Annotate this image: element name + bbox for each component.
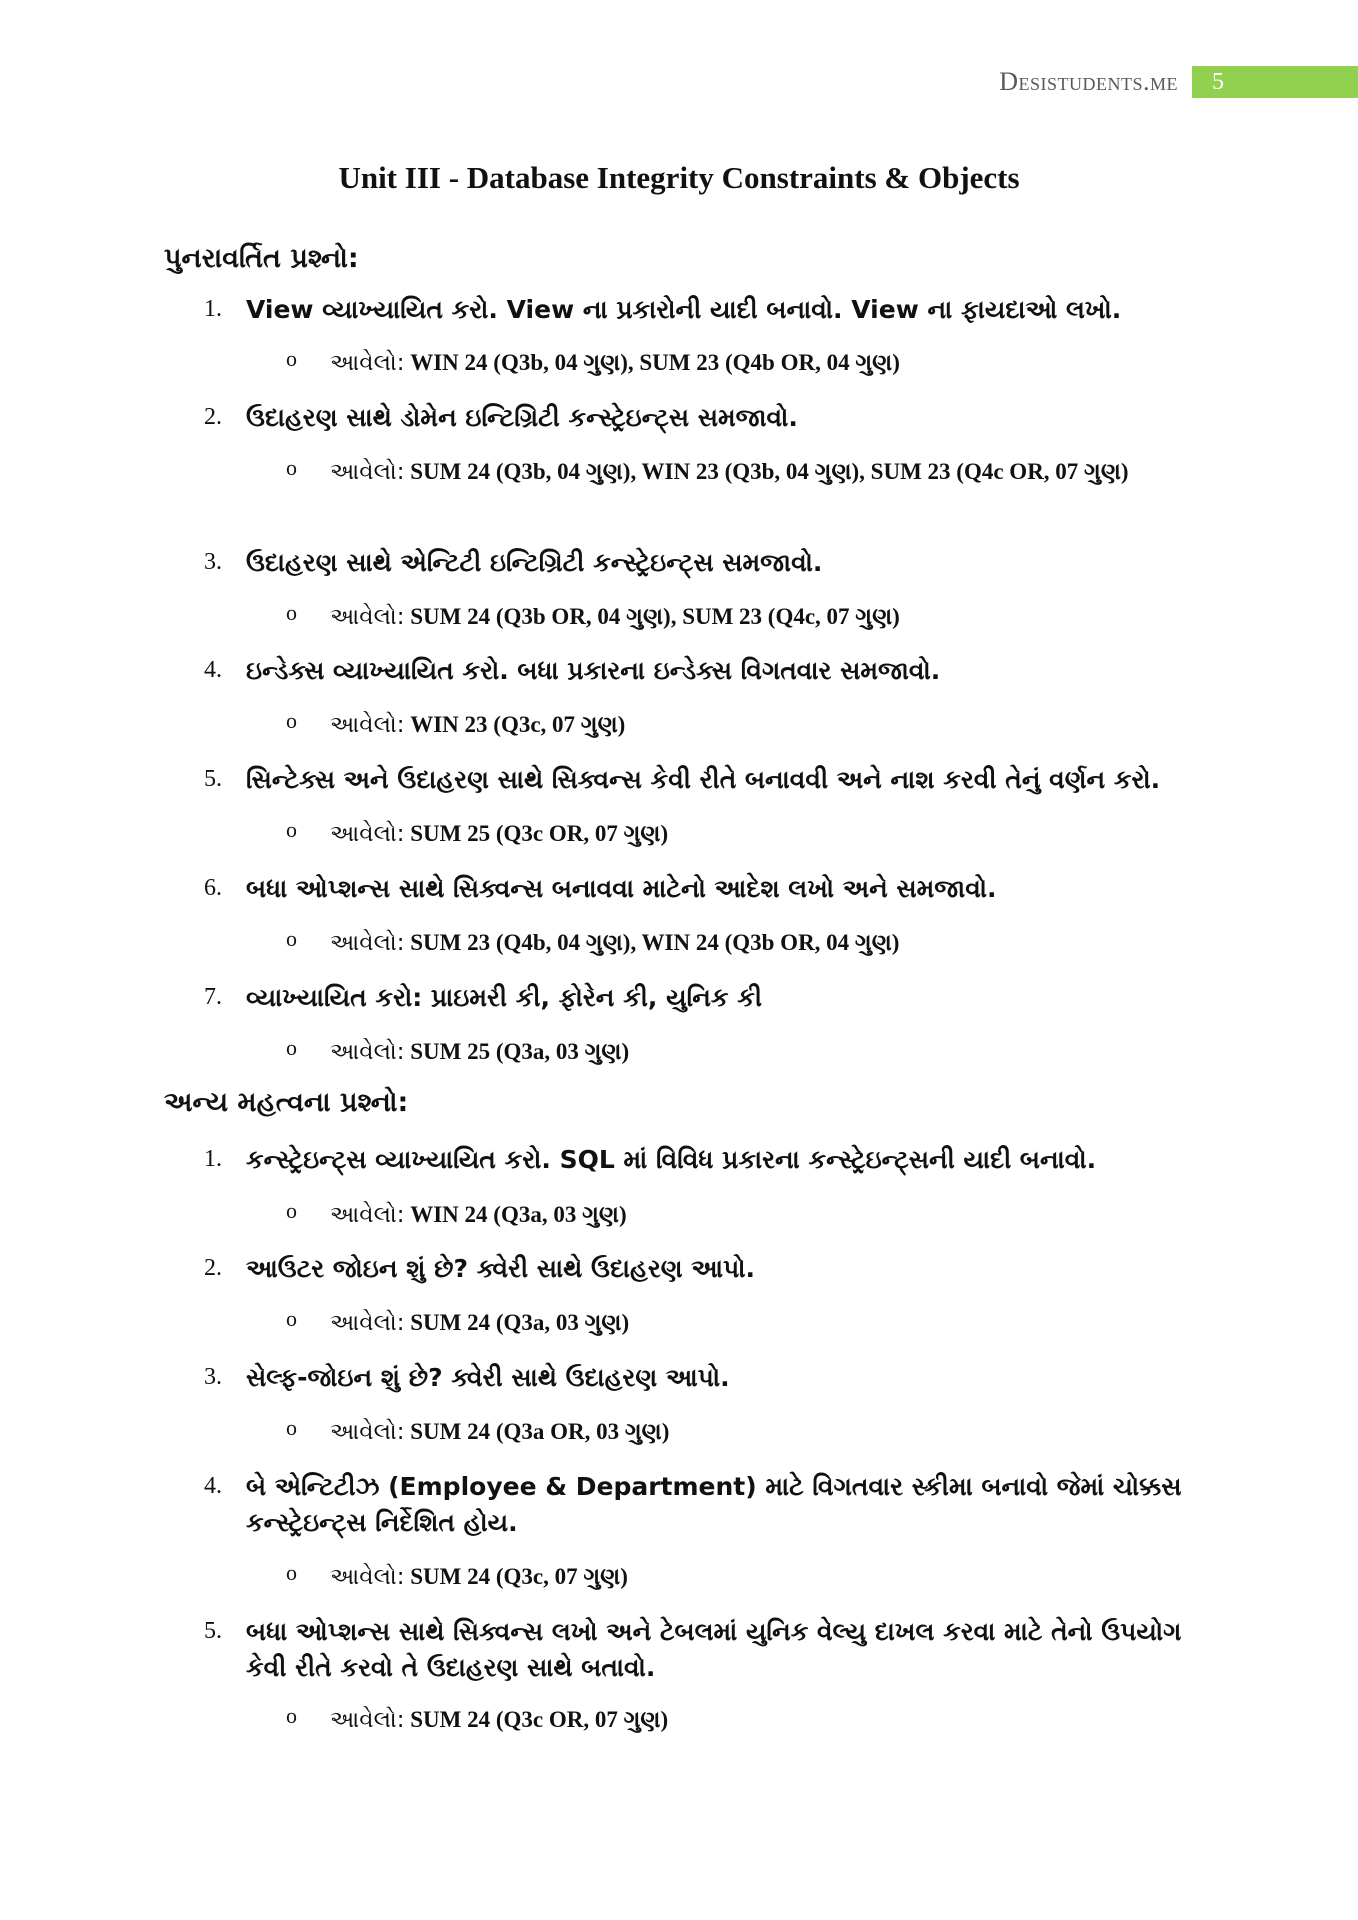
site-brand: Desistudents.me xyxy=(999,67,1178,96)
question-text: ઉદાહરણ સાથે એન્ટિટી ઇન્ટિગ્રિટી કન્સ્ટ્રેઇન્ટ્સ સમજાવો. xyxy=(246,548,823,577)
sub-bullet: o xyxy=(286,600,297,625)
appeared-value: WIN 23 (Q3c, 07 ગુણ) xyxy=(410,712,626,737)
question-number: 2. xyxy=(204,404,222,430)
appeared-text xyxy=(330,1198,1200,1232)
question-number: 7. xyxy=(204,984,222,1010)
appeared-text xyxy=(330,1560,1200,1594)
question-text: ઉદાહરણ સાથે ડોમેન ઇન્ટિગ્રિટી કન્સ્ટ્રેઇન્ટ્સ સમજાવો. xyxy=(246,403,798,432)
appeared-label: આવેલો: xyxy=(330,1039,405,1065)
question-number: 4. xyxy=(204,1473,222,1499)
appeared-text xyxy=(330,1035,1200,1069)
appeared-value: SUM 24 (Q3c, 07 ગુણ) xyxy=(410,1564,628,1589)
question-number: 5. xyxy=(204,766,222,792)
appeared-text xyxy=(330,600,1200,634)
question-number: 3. xyxy=(204,1364,222,1390)
sub-bullet: o xyxy=(286,346,297,371)
question-text: વ્યાખ્યાયિત કરો: પ્રાઇમરી કી, ફોરેન કી, યુનિક કી xyxy=(246,983,763,1012)
sub-bullet: o xyxy=(286,1306,297,1331)
question-text: View વ્યાખ્યાયિત કરો. View ના પ્રકારોની યાદી બનાવો. View ના ફાયદાઓ લખો. xyxy=(246,295,1122,324)
appeared-text xyxy=(330,1703,1200,1737)
appeared-text xyxy=(330,455,1200,489)
appeared-text xyxy=(330,346,1200,380)
question-text: બે એન્ટિટીઝ (Employee & Department) માટે વિગતવાર સ્કીમા બનાવો જેમાં ચોક્કસ કન્સ્ટ્રેઇન્ટ્સ નિર્દેશિત હોય. xyxy=(246,1472,1182,1537)
question-number: 1. xyxy=(204,1146,222,1172)
sub-bullet: o xyxy=(286,708,297,733)
question-text: બધા ઓપ્શન્સ સાથે સિક્વન્સ લખો અને ટેબલમાં યુનિક વેલ્યુ દાખલ કરવા માટે તેનો ઉપયોગ કેવી રીતે કરવો તે ઉદાહરણ સાથે બતાવો. xyxy=(246,1617,1182,1682)
appeared-value: WIN 24 (Q3b, 04 ગુણ), SUM 23 (Q4b OR, 04 ગુણ) xyxy=(410,350,900,375)
appeared-label: આવેલો: xyxy=(330,1564,405,1590)
question-number: 5. xyxy=(204,1618,222,1644)
appeared-value: SUM 24 (Q3a OR, 03 ગુણ) xyxy=(410,1419,670,1444)
page-header xyxy=(999,66,1358,98)
page-number-badge: 5 xyxy=(1192,66,1358,98)
question-text: આઉટર જોઇન શું છે? ક્વેરી સાથે ઉદાહરણ આપો. xyxy=(246,1254,756,1283)
appeared-value: SUM 25 (Q3a, 03 ગુણ) xyxy=(410,1039,630,1064)
appeared-label: આવેલો: xyxy=(330,712,405,738)
question-text: સિન્ટેક્સ અને ઉદાહરણ સાથે સિક્વન્સ કેવી રીતે બનાવવી અને નાશ કરવી તેનું વર્ણન કરો. xyxy=(246,765,1161,794)
sub-bullet: o xyxy=(286,1035,297,1060)
appeared-label: આવેલો: xyxy=(330,1707,405,1733)
appeared-value: SUM 24 (Q3a, 03 ગુણ) xyxy=(410,1310,630,1335)
sub-bullet: o xyxy=(286,1560,297,1585)
appeared-text xyxy=(330,1415,1200,1449)
sub-bullet: o xyxy=(286,817,297,842)
appeared-text xyxy=(330,926,1200,960)
appeared-label: આવેલો: xyxy=(330,459,405,485)
appeared-label: આવેલો: xyxy=(330,930,405,956)
question-number: 6. xyxy=(204,875,222,901)
appeared-label: આવેલો: xyxy=(330,1310,405,1336)
appeared-text xyxy=(330,708,1200,742)
sub-bullet: o xyxy=(286,455,297,480)
appeared-value: SUM 25 (Q3c OR, 07 ગુણ) xyxy=(410,821,669,846)
appeared-label: આવેલો: xyxy=(330,821,405,847)
appeared-value: SUM 24 (Q3c OR, 07 ગુણ) xyxy=(410,1707,669,1732)
sub-bullet: o xyxy=(286,926,297,951)
section-heading-other: અન્ય મહત્વના પ્રશ્નો: xyxy=(164,1087,409,1118)
appeared-value: SUM 23 (Q4b, 04 ગુણ), WIN 24 (Q3b OR, 04 ગુણ) xyxy=(410,930,900,955)
question-text: ઇન્ડેક્સ વ્યાખ્યાયિત કરો. બધા પ્રકારના ઇન્ડેક્સ વિગતવાર સમજાવો. xyxy=(246,656,941,685)
page-title: Unit III - Database Integrity Constraints & Objects xyxy=(338,160,1020,195)
question-text: બધા ઓપ્શન્સ સાથે સિક્વન્સ બનાવવા માટેનો આદેશ લખો અને સમજાવો. xyxy=(246,874,997,903)
appeared-text xyxy=(330,1306,1200,1340)
appeared-label: આવેલો: xyxy=(330,350,405,376)
appeared-label: આવેલો: xyxy=(330,604,405,630)
question-number: 1. xyxy=(204,296,222,322)
question-number: 3. xyxy=(204,549,222,575)
sub-bullet: o xyxy=(286,1415,297,1440)
appeared-label: આવેલો: xyxy=(330,1202,405,1228)
question-number: 2. xyxy=(204,1255,222,1281)
appeared-text xyxy=(330,817,1200,851)
appeared-value: SUM 24 (Q3b, 04 ગુણ), WIN 23 (Q3b, 04 ગુણ), SUM 23 (Q4c OR, 07 ગુણ) xyxy=(410,459,1129,484)
question-text: સેલ્ફ-જોઇન શું છે? ક્વેરી સાથે ઉદાહરણ આપો. xyxy=(246,1363,730,1392)
question-number: 4. xyxy=(204,657,222,683)
sub-bullet: o xyxy=(286,1703,297,1728)
appeared-label: આવેલો: xyxy=(330,1419,405,1445)
appeared-value: WIN 24 (Q3a, 03 ગુણ) xyxy=(410,1202,627,1227)
sub-bullet: o xyxy=(286,1198,297,1223)
appeared-value: SUM 24 (Q3b OR, 04 ગુણ), SUM 23 (Q4c, 07 ગુણ) xyxy=(410,604,900,629)
section-heading-repeated: પુનરાવર્તિત પ્રશ્નો: xyxy=(164,243,359,274)
question-text: કન્સ્ટ્રેઇન્ટ્સ વ્યાખ્યાયિત કરો. SQL માં વિવિધ પ્રકારના કન્સ્ટ્રેઇન્ટ્સની યાદી બનાવો. xyxy=(246,1145,1097,1174)
